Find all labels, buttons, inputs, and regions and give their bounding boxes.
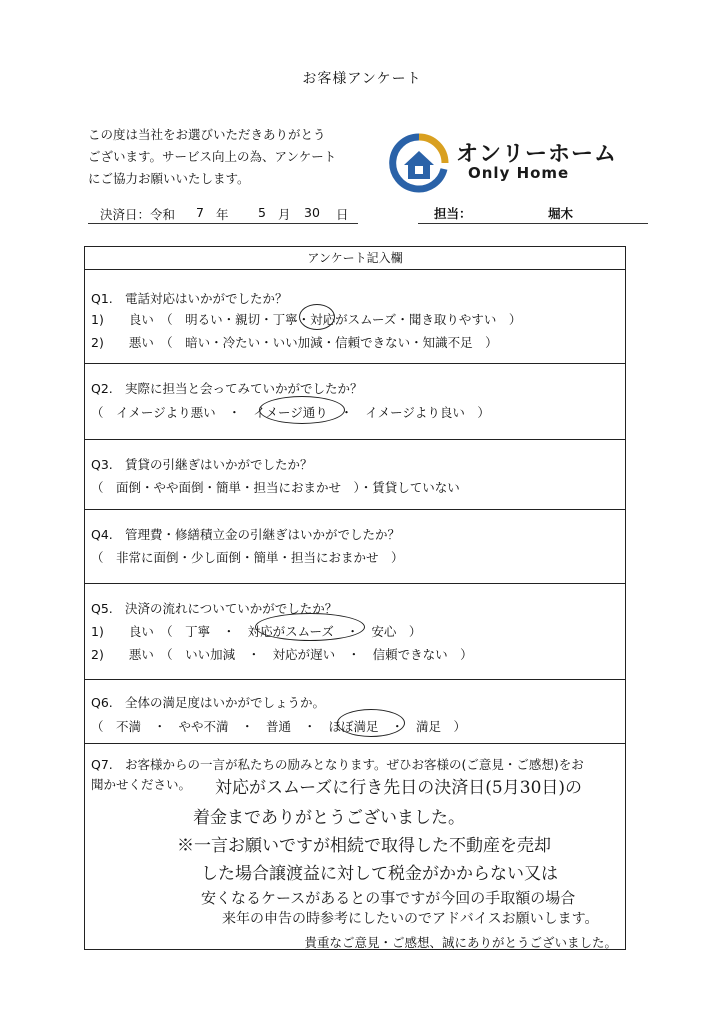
q6-question <box>91 693 325 711</box>
handwritten-comment-line: 対応がスムーズに行き先日の決済日(5月30日)の <box>215 778 583 798</box>
q1-answer-circle <box>299 304 335 330</box>
q5-options-bad: 2) 悪い （ いい加減 ・ 対応が遅い ・ 信頼できない ） <box>91 647 473 662</box>
house-icon <box>388 133 450 193</box>
closing-thanks: 貴重なご意見・ご感想、誠にありがとうございました。 <box>304 935 617 950</box>
q2-text: 実際に担当と会ってみていかがでしたか？ <box>125 381 363 396</box>
logo-name-jp: オンリーホーム <box>456 142 618 167</box>
q5-options-good: 1) 良い （ 丁寧 ・ 対応がスムーズ ・ 安心 ） <box>91 624 422 639</box>
handwritten-comment-line: 来年の申告の時参考にしたいのでアドバイスお願いします。 <box>222 911 599 927</box>
q4-text: 管理費・修繕積立金の引継ぎはいかがでしたか？ <box>125 527 401 542</box>
q1-options-good: 1) 良い （ 明るい・親切・丁寧・対応がスムーズ・聞き取りやすい ） <box>91 312 522 327</box>
survey-form <box>84 246 626 950</box>
q7-question-cont: 聞かせください。 <box>91 777 192 792</box>
q4-options: （ 非常に面倒・少し面倒・簡単・担当におまかせ ） <box>91 550 404 565</box>
handwritten-comment-line: 安くなるケースがあるとの事ですが今回の手取額の場合 <box>201 889 576 907</box>
q6-text: 全体の満足度はいかがでしょうか。 <box>125 695 326 710</box>
q2-question <box>91 379 363 397</box>
q6-answer-circle <box>337 709 405 737</box>
staff-name: 堀木 <box>548 206 574 221</box>
intro-line: この度は当社をお選びいただきありがとう <box>88 127 326 142</box>
q7-label: Q7. <box>91 757 113 772</box>
intro-line: ございます。サービス向上の為、アンケート <box>88 149 337 164</box>
q3-question <box>91 455 313 473</box>
q5-text: 決済の流れについていかがでしたか？ <box>125 601 338 616</box>
q5-answer-circle <box>255 613 365 641</box>
settlement-day: 30 <box>304 205 320 220</box>
q2-label: Q2. <box>91 381 113 396</box>
settlement-year: 7 <box>196 205 204 220</box>
handwritten-comment-line: した場合譲渡益に対して税金がかからない又は <box>201 864 558 884</box>
settlement-day-unit: 日 <box>336 207 349 222</box>
q5-label: Q5. <box>91 601 113 616</box>
intro-line: にご協力お願いいたします。 <box>88 171 250 186</box>
q6-label: Q6. <box>91 695 113 710</box>
page-title: お客様アンケート <box>302 71 422 87</box>
staff-label: 担当： <box>434 206 472 221</box>
q3-text: 賃貸の引継ぎはいかがでしたか？ <box>125 457 313 472</box>
q7-question <box>91 755 584 773</box>
q1-question <box>91 289 288 307</box>
q3-label: Q3. <box>91 457 113 472</box>
q1-options-bad: 2) 悪い （ 暗い・冷たい・いい加減・信頼できない・知識不足 ） <box>91 335 498 350</box>
q1-text: 電話対応はいかがでしたか？ <box>125 291 288 306</box>
settlement-info-row <box>88 203 628 227</box>
q4-question <box>91 525 400 543</box>
settlement-date-label: 決済日：令和 <box>100 207 176 222</box>
handwritten-comment-line: 着金までありがとうございました。 <box>193 808 465 828</box>
q2-answer-circle <box>259 396 345 424</box>
form-header: アンケート記入欄 <box>85 247 625 270</box>
intro-text <box>88 124 378 190</box>
q6-options: （ 不満 ・ やや不満 ・ 普通 ・ ほぼ満足 ・ 満足 ） <box>91 719 467 734</box>
settlement-month: 5 <box>258 205 266 220</box>
settlement-month-unit: 月 <box>278 207 291 222</box>
company-logo <box>388 133 628 193</box>
q2-options: （ イメージより悪い ・ イメージ通り ・ イメージより良い ） <box>91 405 490 420</box>
logo-name-en: Only Home <box>468 164 570 182</box>
q4-label: Q4. <box>91 527 113 542</box>
q1-label: Q1. <box>91 291 113 306</box>
handwritten-comment-line: ※一言お願いですが相続で取得した不動産を売却 <box>177 836 551 856</box>
q3-options: （ 面倒・やや面倒・簡単・担当におまかせ ）・賃貸していない <box>91 480 460 495</box>
q7-text: お客様からの一言が私たちの励みとなります。ぜひお客様の(ご意見・ご感想)をお <box>125 757 584 772</box>
settlement-year-unit: 年 <box>216 207 229 222</box>
